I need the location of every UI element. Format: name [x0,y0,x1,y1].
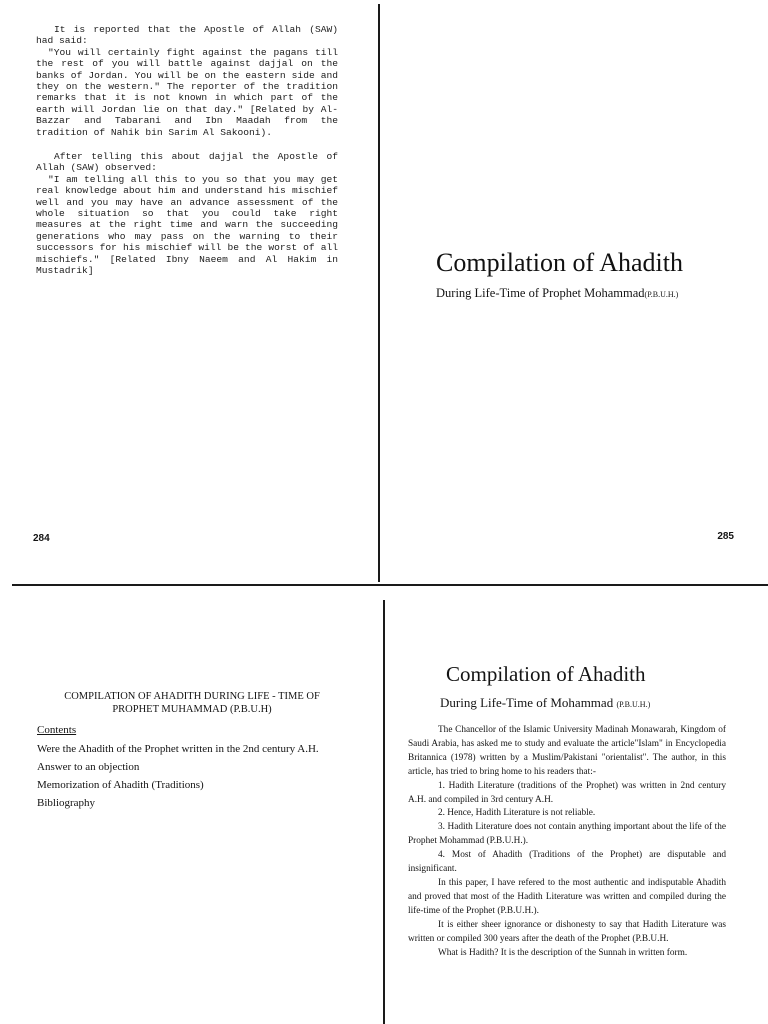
page-number-284: 284 [33,533,50,544]
contents-heading [36,690,348,716]
article-subtitle [440,695,650,711]
subtitle-text: During Life-Time of Mohammad [440,695,614,710]
bottom-gutter-line [383,600,385,1024]
article-page [384,598,768,1024]
quote-paragraph-2: "I am telling all this to you so that you may get real knowledge about him and understand his mischief well and you may have an advance assessment of the whole situation so that you could take right measures at the right time and warn the succeeding generations who may pass on the warning to their successors for his mischief will be the worst of all mischiefs." [Related Ibny Naeem and Al Hakim in Mustadrik] [36,173,338,277]
top-gutter-line [378,4,380,582]
article-paragraph: The Chancellor of the Islamic University Madinah Monawarah, Kingdom of Saudi Arabia, has asked me to study and evaluate the article"Islam" in Encyclopedia Britannica (1978) written by a Muslim/Pakistani "orientalist". The author, in this article, has tried to bring home to his readers that:- [408,725,726,777]
contents-heading-line-1: COMPILATION OF AHADITH DURING LIFE - TIME OF [64,691,320,702]
article-point: 4. Most of Ahadith (Traditions of the Prophet) are disputable and insignificant. [408,850,726,875]
contents-page [0,598,384,1024]
article-point: 1. Hadith Literature (traditions of the Prophet) was written in 2nd century A.H. and compiled in 3rd century A.H. [408,780,726,805]
reported-tradition-block [36,24,338,138]
contents-item: Answer to an objection [37,761,140,773]
subtitle-pbuh: (P.B.U.H.) [616,700,651,709]
contents-item: Memorization of Ahadith (Traditions) [37,779,204,791]
page-subtitle [436,286,678,301]
article-title: Compilation of Ahadith [446,662,646,686]
article-paragraph: In this paper, I have refered to the most authentic and indisputable Ahadith and proved that most of the Hadith Literature was written and compiled during the life-time of the Prophet (P.B.U.H.). [408,877,726,916]
contents-heading-line-2: PROPHET MUHAMMAD (P.B.U.H) [112,704,272,715]
intro-paragraph-2: After telling this about dajjal the Apostle of Allah (SAW) observed: [36,151,338,174]
intro-paragraph-1: It is reported that the Apostle of Allah (SAW) had said: [36,24,338,47]
page-title: Compilation of Ahadith [436,248,683,277]
dajjal-tradition-block [36,151,338,276]
quote-paragraph-1: "You will certainly fight against the pagans till the rest of you will battle against dajjal on the banks of Jordan. You will be on the eastern side and they on the western." The reporter of the tradition remarks that it is not known in which part of the earth will Jordan lie on that day." [Related by Al-Bazzar and Tabarani and Ibn Maadah from the tradition of Nahik bin Sarim Al Sakooni). [36,46,338,138]
article-point: 3. Hadith Literature does not contain anything important about the life of the Prophet Mohammad (P.B.U.H.). [408,822,726,847]
scan-divider-line [12,584,768,586]
subtitle-text: During Life-Time of Prophet Mohammad [436,286,645,300]
page-number-285: 285 [717,531,734,542]
article-paragraph: It is either sheer ignorance or dishonesty to say that Hadith Literature was written or compiled 300 years after the death of the Prophet (P.B.U.H. [408,919,726,944]
article-paragraph: What is Hadith? It is the description of the Sunnah in written form. [438,947,688,958]
contents-item: Were the Ahadith of the Prophet written in the 2nd century A.H. [37,743,319,755]
article-point: 2. Hence, Hadith Literature is not reliable. [438,808,596,819]
page-284 [0,0,378,585]
article-body [408,724,726,960]
contents-label: Contents [37,724,77,736]
page-285 [378,0,768,585]
contents-item: Bibliography [37,797,96,809]
subtitle-pbuh: (P.B.U.H.) [644,290,679,299]
